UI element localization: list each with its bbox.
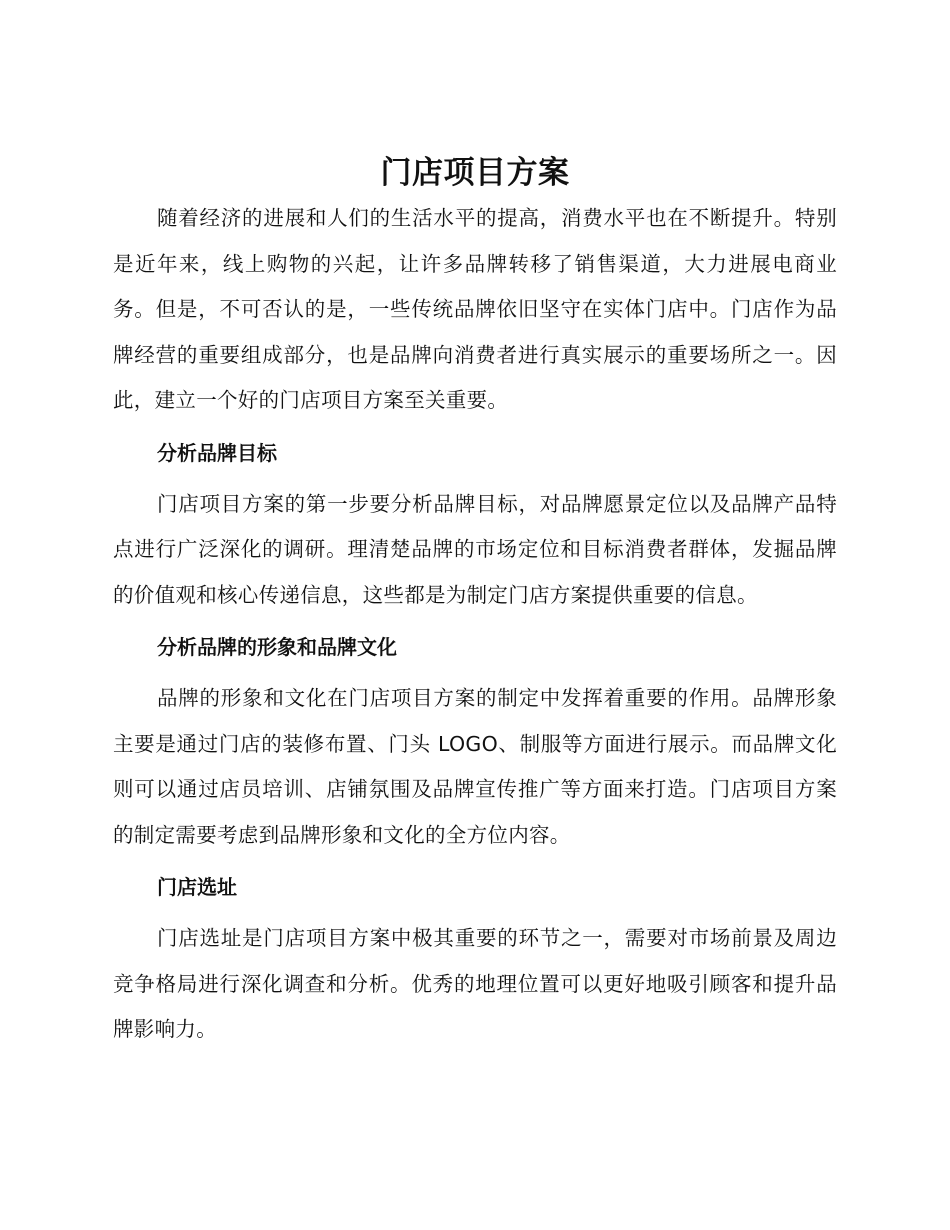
section-body-store-location: 门店选址是门店项目方案中极其重要的环节之一，需要对市场前景及周边竞争格局进行深化调查和分析。优秀的地理位置可以更好地吸引顾客和提升品牌影响力。 xyxy=(113,926,837,1041)
section-body-brand-image-culture: 品牌的形象和文化在门店项目方案的制定中发挥着重要的作用。品牌形象主要是通过门店的装修布置、门头 LOGO、制服等方面进行展示。而品牌文化则可以通过店员培训、店铺氛围及品牌宣传推广等方面来打造。门店项目方案的制定需要考虑到品牌形象和文化的全方位内容。 xyxy=(113,686,837,847)
section-heading-brand-image-culture: 分析品牌的形象和品牌文化 xyxy=(157,635,397,659)
section-heading-brand-goals: 分析品牌目标 xyxy=(157,440,277,465)
document-title: 门店项目方案 xyxy=(380,155,570,191)
document-content xyxy=(113,150,837,1053)
intro-paragraph: 随着经济的进展和人们的生活水平的提高，消费水平也在不断提升。特别是近年来，线上购物的兴起，让许多品牌转移了销售渠道，大力进展电商业务。但是，不可否认的是，一些传统品牌依旧坚守在实体门店中。门店作为品牌经营的重要组成部分，也是品牌向消费者进行真实展示的重要场所之一。因此，建立一个好的门店项目方案至关重要。 xyxy=(113,206,837,412)
section-heading-store-location: 门店选址 xyxy=(157,875,237,899)
section-body-brand-goals: 门店项目方案的第一步要分析品牌目标，对品牌愿景定位以及品牌产品特点进行广泛深化的调研。理清楚品牌的市场定位和目标消费者群体，发掘品牌的价值观和核心传递信息，这些都是为制定门店方案提供重要的信息。 xyxy=(113,491,837,607)
